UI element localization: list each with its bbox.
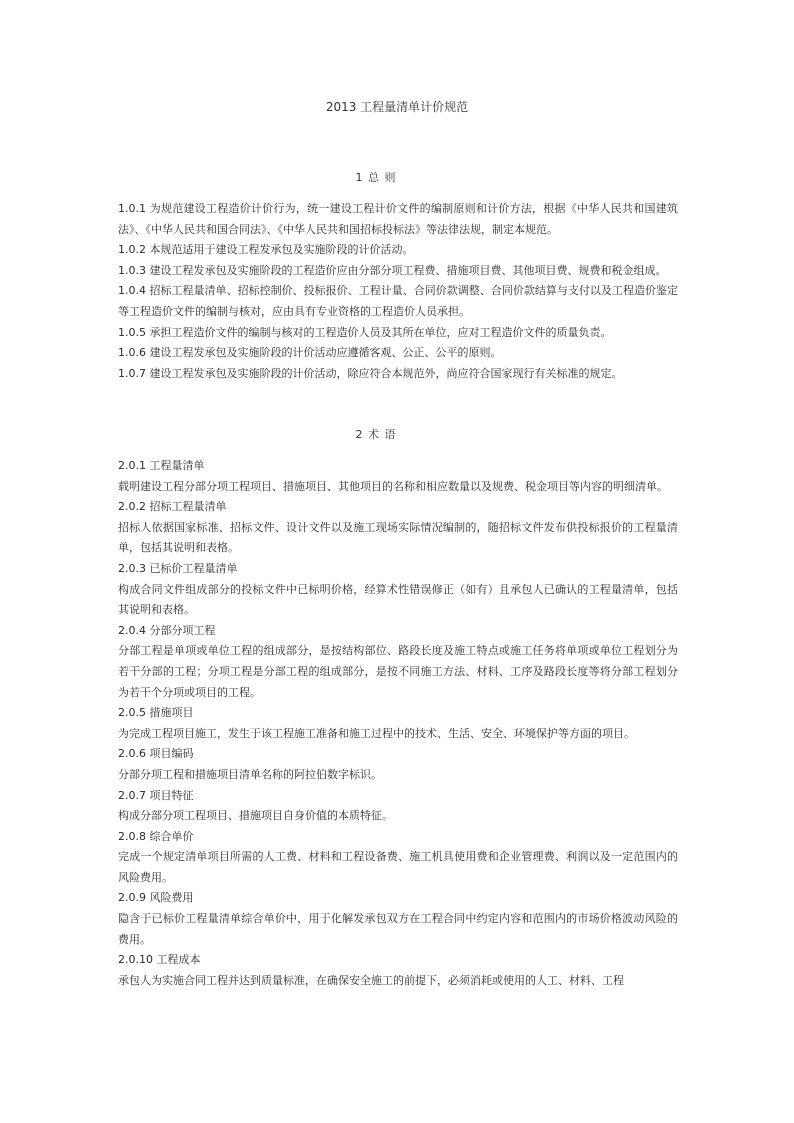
- section-heading-general: 1 总 则: [355, 171, 397, 184]
- section-heading-terms: 2 术 语: [355, 428, 397, 441]
- term-body: 隐含于已标价工程量清单综合单价中，用于化解发承包双方在工程合同中约定内容和范围内的市场价格波动风险的费用。: [118, 912, 678, 946]
- term-title: 2.0.7 项目特征: [118, 788, 194, 802]
- term-title: 2.0.5 措施项目: [118, 706, 194, 720]
- term-body: 完成一个规定清单项目所需的人工费、材料和工程设备费、施工机具使用费和企业管理费、利润以及一定范围内的风险费用。: [118, 850, 678, 884]
- term-body: 构成合同文件组成部分的投标文件中已标明价格，经算术性错误修正（如有）且承包人已确认的工程量清单，包括其说明和表格。: [118, 582, 678, 617]
- clause-1-0-7: 1.0.7 建设工程发承包及实施阶段的计价活动，除应符合本规范外，尚应符合国家现行有关标准的规定。: [118, 366, 623, 380]
- term-body: 承包人为实施合同工程并达到质量标准，在确保安全施工的前提下，必须消耗或使用的人工、材料、工程: [118, 973, 624, 987]
- term-body: 分部工程是单项或单位工程的组成部分，是按结构部位、路段长度及施工特点或施工任务将单项或单位工程划分为若干分部的工程；分项工程是分部工程的组成部分，是按不同施工方法、材料、工序及路段长度等将分部工程划分为若干个分项或项目的工程。: [118, 644, 678, 699]
- term-body: 分部分项工程和措施项目清单名称的阿拉伯数字标识。: [118, 767, 382, 781]
- term-title: 2.0.6 项目编码: [118, 747, 194, 761]
- term-title: 2.0.2 招标工程量清单: [118, 500, 227, 514]
- section-general-body: [118, 199, 678, 384]
- clause-1-0-5: 1.0.5 承担工程造价文件的编制与核对的工程造价人员及其所在单位，应对工程造价文件的质量负责。: [118, 325, 612, 339]
- term-title: 2.0.9 风险费用: [118, 891, 194, 905]
- term-title: 2.0.8 综合单价: [118, 829, 194, 843]
- clause-1-0-2: 1.0.2 本规范适用于建设工程发承包及实施阶段的计价活动。: [118, 243, 414, 257]
- term-title: 2.0.1 工程量清单: [118, 459, 205, 472]
- document-title: 2013 工程量清单计价规范: [325, 100, 469, 114]
- clause-1-0-3: 1.0.3 建设工程发承包及实施阶段的工程造价应由分部分项工程费、措施项目费、其他项目费、规费和税金组成。: [118, 263, 667, 277]
- term-body: 为完成工程项目施工，发生于该工程施工准备和施工过程中的技术、生活、安全、环境保护等方面的项目。: [118, 726, 635, 740]
- term-title: 2.0.4 分部分项工程: [118, 623, 216, 637]
- term-body: 招标人依据国家标准、招标文件、设计文件以及施工现场实际情况编制的，随招标文件发布供投标报价的工程量清单，包括其说明和表格。: [118, 520, 678, 555]
- clause-1-0-1: 1.0.1 为规范建设工程造价计价行为，统一建设工程计价文件的编制原则和计价方法，根据《中华人民共和国建筑法》、《中华人民共和国合同法》、《中华人民共和国招标投标法》等法律法规，制定本规范。: [118, 202, 678, 236]
- term-body: 载明建设工程分部分项工程项目、措施项目、其他项目的名称和相应数量以及规费、税金项目等内容的明细清单。: [118, 479, 668, 493]
- clause-1-0-6: 1.0.6 建设工程发承包及实施阶段的计价活动应遵循客观、公正、公平的原则。: [118, 346, 502, 360]
- term-title: 2.0.3 已标价工程量清单: [118, 561, 238, 575]
- term-body: 构成分部分项工程项目、措施项目自身价值的本质特征。: [118, 809, 393, 823]
- clause-1-0-4: 1.0.4 招标工程量清单、招标控制价、投标报价、工程计量、合同价款调整、合同价款结算与支付以及工程造价鉴定等工程造价文件的编制与核对，应由具有专业资格的工程造价人员承担。: [118, 284, 678, 318]
- section-terms-body: [118, 456, 678, 991]
- term-title: 2.0.10 工程成本: [118, 953, 201, 967]
